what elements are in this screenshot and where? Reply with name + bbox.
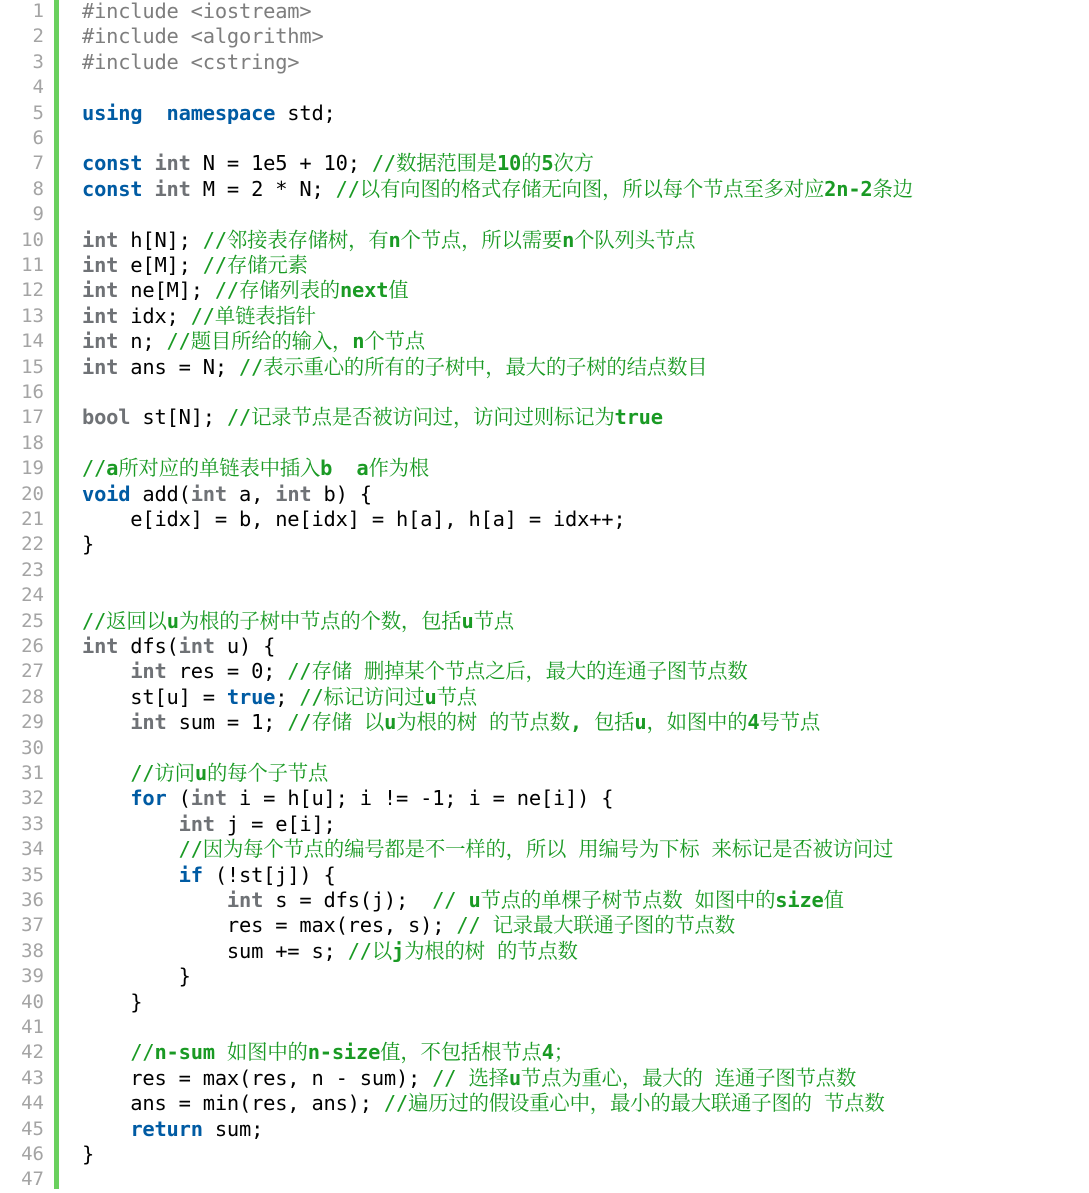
code-comment: //题目所给的输入， bbox=[166, 329, 353, 354]
code-comment: 2n-2 bbox=[824, 176, 873, 201]
line-number: 9 bbox=[32, 203, 44, 226]
code-text: s = dfs(j); bbox=[263, 888, 433, 912]
code-comment: //遍历过的假设重心中，最小的最大联通子图的 节点数 bbox=[383, 1091, 885, 1116]
line-number: 13 bbox=[21, 304, 44, 327]
line-number: 11 bbox=[21, 254, 44, 276]
code-comment: 次方 bbox=[553, 151, 594, 176]
code-text: std; bbox=[275, 100, 336, 125]
code-comment: 值，不包括根节点 bbox=[380, 1040, 542, 1065]
code-line[interactable] bbox=[82, 50, 299, 75]
code-comment: b bbox=[320, 456, 333, 481]
code-text: ans = min(res, ans); bbox=[82, 1091, 384, 1116]
code-comment: 号节点 bbox=[759, 710, 821, 735]
line-number: 12 bbox=[21, 279, 44, 302]
code-comment: u bbox=[634, 710, 647, 735]
code-comment: j bbox=[392, 938, 405, 963]
code-comment: u bbox=[508, 1065, 521, 1090]
code-line[interactable] bbox=[82, 1091, 885, 1116]
code-text: j = e[i]; bbox=[214, 811, 336, 836]
line-number: 29 bbox=[21, 711, 44, 734]
code-text bbox=[82, 1117, 130, 1141]
code-type: int bbox=[226, 888, 264, 912]
code-comment: n bbox=[562, 227, 575, 252]
code-comment: 为根的树 的节点数 bbox=[396, 710, 570, 735]
code-comment: n-sum bbox=[154, 1040, 215, 1065]
code-text: idx; bbox=[118, 303, 191, 328]
code-text: res = max(res, s); bbox=[82, 913, 457, 938]
line-number: 21 bbox=[21, 508, 44, 530]
code-keyword: namespace bbox=[166, 100, 276, 125]
code-text: a, bbox=[226, 481, 276, 506]
code-comment: 为根的子树中节点的个数，包括 bbox=[178, 608, 462, 633]
code-text: } bbox=[82, 1142, 95, 1166]
code-comment: 个队列头节点 bbox=[574, 227, 696, 252]
code-type: int bbox=[154, 176, 191, 201]
code-line[interactable] bbox=[82, 888, 844, 913]
code-line[interactable] bbox=[82, 355, 707, 380]
code-type: int bbox=[190, 481, 227, 506]
line-number: 22 bbox=[21, 533, 44, 556]
line-number: 7 bbox=[32, 152, 44, 175]
code-comment: // bbox=[432, 888, 469, 912]
code-type: int bbox=[82, 227, 119, 252]
code-comment: 如图中的 bbox=[214, 1040, 308, 1065]
code-text bbox=[82, 888, 227, 912]
code-text: M = 2 * N; bbox=[190, 176, 336, 201]
code-line[interactable] bbox=[82, 1040, 574, 1065]
code-keyword: using bbox=[82, 100, 143, 125]
code-line[interactable] bbox=[82, 228, 695, 253]
code-text: dfs( bbox=[118, 634, 179, 658]
code-comment: u bbox=[424, 684, 437, 709]
code-comment: ，如图中的 bbox=[646, 710, 748, 735]
code-line[interactable] bbox=[82, 913, 735, 938]
code-comment: a bbox=[356, 456, 369, 481]
code-comment: //存储列表的 bbox=[214, 278, 340, 303]
line-number: 40 bbox=[21, 990, 44, 1013]
code-text: ne[M]; bbox=[118, 278, 215, 303]
code-line[interactable] bbox=[82, 0, 311, 24]
line-number: 15 bbox=[21, 355, 44, 378]
code-comment: //以有向图的格式存储无向图，所以每个节点至多对应 bbox=[335, 176, 825, 201]
code-line[interactable] bbox=[82, 278, 408, 303]
code-text: e[M]; bbox=[118, 253, 203, 277]
code-type: int bbox=[154, 151, 191, 176]
code-text: st[N]; bbox=[130, 405, 227, 430]
code-line[interactable] bbox=[82, 24, 324, 49]
line-number: 34 bbox=[21, 838, 44, 861]
code-line[interactable] bbox=[82, 177, 913, 202]
code-comment: //返回以 bbox=[82, 608, 167, 633]
code-comment: 节点 bbox=[436, 684, 477, 709]
code-line[interactable] bbox=[82, 482, 372, 507]
code-text: (!st[j]) { bbox=[202, 862, 336, 887]
code-comment: // bbox=[130, 1040, 155, 1065]
code-comment: 10 bbox=[496, 151, 522, 176]
code-type: int bbox=[275, 481, 312, 506]
gutter-change-bar bbox=[54, 0, 59, 1189]
code-text: ans = N; bbox=[118, 354, 239, 379]
line-number: 35 bbox=[21, 863, 44, 886]
code-line[interactable] bbox=[82, 253, 308, 278]
line-number: 38 bbox=[21, 939, 44, 962]
line-number: 47 bbox=[21, 1168, 44, 1191]
code-comment: //单链表指针 bbox=[190, 303, 316, 328]
code-type: int bbox=[130, 659, 167, 684]
code-comment: 个节点 bbox=[364, 329, 425, 354]
line-number: 33 bbox=[21, 812, 44, 835]
code-line[interactable] bbox=[82, 761, 328, 786]
code-line[interactable] bbox=[82, 151, 594, 176]
line-number: 36 bbox=[21, 889, 44, 911]
code-comment: u bbox=[461, 608, 474, 633]
code-comment: 的 bbox=[521, 151, 542, 176]
code-text bbox=[82, 761, 130, 785]
code-line[interactable] bbox=[82, 837, 893, 862]
code-type: int bbox=[130, 710, 167, 735]
code-text: res = max(res, n - sum); bbox=[82, 1065, 433, 1090]
code-type: int bbox=[82, 354, 119, 379]
code-text bbox=[82, 659, 130, 683]
line-number: 30 bbox=[21, 736, 44, 759]
line-number: 5 bbox=[32, 101, 44, 124]
code-comment: a bbox=[106, 456, 119, 481]
code-text: } bbox=[82, 964, 191, 989]
code-comment: 条边 bbox=[872, 176, 913, 201]
code-comment: , bbox=[569, 710, 594, 735]
code-text bbox=[142, 177, 154, 201]
code-comment: 节点的单棵子树节点数 如图中的 bbox=[480, 888, 776, 912]
code-line[interactable] bbox=[82, 863, 336, 888]
code-comment: //以 bbox=[347, 938, 393, 963]
line-number: 45 bbox=[21, 1117, 44, 1140]
code-line[interactable] bbox=[82, 1117, 263, 1142]
code-text: sum; bbox=[202, 1116, 264, 1141]
code-keyword: return bbox=[130, 1116, 203, 1141]
code-line[interactable] bbox=[82, 964, 191, 989]
line-number: 3 bbox=[32, 50, 44, 73]
code-line[interactable] bbox=[82, 456, 429, 481]
code-comment: //邻接表存储树，有 bbox=[202, 227, 389, 252]
code-comment: u bbox=[384, 710, 397, 735]
code-line[interactable] bbox=[82, 659, 748, 684]
line-number: 2 bbox=[32, 25, 44, 48]
code-comment: 4 bbox=[541, 1040, 554, 1065]
code-comment: 节点 bbox=[473, 608, 514, 633]
line-number: 24 bbox=[21, 584, 44, 607]
code-keyword: void bbox=[82, 481, 131, 506]
line-number: 26 bbox=[21, 635, 44, 657]
code-line[interactable] bbox=[82, 710, 820, 735]
code-comment: 值 bbox=[823, 888, 844, 912]
line-number: 4 bbox=[32, 76, 44, 99]
code-comment bbox=[332, 456, 356, 480]
code-comment: n bbox=[352, 329, 365, 354]
code-line[interactable] bbox=[82, 405, 663, 430]
code-comment: //存储元素 bbox=[202, 253, 308, 277]
code-type: int bbox=[82, 303, 119, 328]
line-number: 27 bbox=[21, 660, 44, 683]
line-number: 43 bbox=[21, 1066, 44, 1089]
code-keyword: const bbox=[82, 151, 143, 176]
code-comment: 4 bbox=[747, 710, 760, 735]
code-line[interactable] bbox=[82, 1066, 856, 1091]
code-type: int bbox=[178, 634, 215, 658]
code-text bbox=[82, 863, 179, 887]
line-number: 37 bbox=[21, 914, 44, 937]
code-text bbox=[142, 151, 154, 175]
code-comment: // 选择 bbox=[432, 1065, 509, 1090]
code-text: } bbox=[82, 989, 143, 1014]
code-comment: 作为根 bbox=[368, 456, 430, 481]
code-type: int bbox=[82, 329, 119, 354]
code-text: h[N]; bbox=[118, 227, 203, 252]
line-number: 20 bbox=[21, 482, 44, 505]
code-type: int bbox=[82, 634, 119, 658]
code-text: } bbox=[82, 532, 95, 557]
code-text: ; bbox=[275, 684, 300, 709]
line-number: 17 bbox=[21, 406, 44, 429]
code-preprocessor: #include <cstring> bbox=[82, 49, 300, 74]
code-comment: 的每个子节点 bbox=[206, 761, 329, 785]
code-preprocessor: #include <algorithm> bbox=[82, 24, 324, 49]
code-text: add( bbox=[130, 481, 191, 506]
code-comment: //标记访问过 bbox=[299, 684, 425, 709]
code-text bbox=[82, 1040, 130, 1064]
line-number: 44 bbox=[21, 1092, 44, 1115]
code-text: sum = 1; bbox=[166, 710, 288, 735]
code-line[interactable] bbox=[82, 786, 613, 811]
code-comment: //数据范围是 bbox=[371, 151, 497, 176]
code-text: i = h[u]; i != -1; i = ne[i]) { bbox=[226, 786, 614, 811]
line-number: 8 bbox=[32, 177, 44, 200]
code-line[interactable] bbox=[82, 609, 514, 634]
code-text: e[idx] = b, ne[idx] = h[a], h[a] = idx++; bbox=[82, 507, 626, 531]
code-preprocessor: #include <iostream> bbox=[82, 0, 312, 23]
line-number: 10 bbox=[21, 228, 44, 251]
code-comment: n bbox=[388, 227, 401, 252]
code-type: int bbox=[82, 253, 119, 277]
code-comment: size bbox=[775, 888, 824, 912]
line-number: 31 bbox=[21, 762, 44, 784]
line-number: 41 bbox=[21, 1016, 44, 1038]
line-number: 46 bbox=[21, 1143, 44, 1165]
code-comment: u bbox=[166, 608, 179, 633]
code-text: ( bbox=[166, 786, 191, 811]
code-comment: //存储 以 bbox=[287, 710, 385, 735]
code-type: int bbox=[178, 811, 215, 836]
code-comment: n-size bbox=[307, 1040, 381, 1065]
code-text: n; bbox=[118, 329, 167, 354]
code-keyword: true bbox=[226, 684, 276, 709]
line-number: 19 bbox=[21, 457, 44, 480]
code-line[interactable] bbox=[82, 939, 578, 964]
code-comment: //记录节点是否被访问过，访问过则标记为 bbox=[226, 405, 615, 430]
code-comment: //表示重心的所有的子树中，最大的子树的结点数目 bbox=[239, 354, 708, 379]
line-number: 16 bbox=[21, 381, 44, 403]
code-text: u) { bbox=[214, 634, 276, 658]
line-number: 6 bbox=[32, 127, 44, 149]
code-text bbox=[82, 837, 179, 861]
code-line[interactable] bbox=[82, 329, 425, 354]
code-text: st[u] = bbox=[82, 684, 227, 709]
line-number-gutter bbox=[0, 0, 48, 1189]
code-line[interactable] bbox=[82, 101, 336, 126]
code-keyword: for bbox=[130, 786, 167, 811]
line-number: 1 bbox=[32, 0, 44, 22]
code-text: b) { bbox=[311, 481, 372, 506]
code-text bbox=[142, 101, 166, 125]
code-comment: //存储 删掉某个节点之后，最大的连通子图节点数 bbox=[287, 659, 748, 684]
code-comment: 所对应的单链表中插入 bbox=[118, 456, 321, 481]
code-type: int bbox=[82, 278, 119, 303]
code-comment: 值 bbox=[388, 278, 409, 303]
line-number: 18 bbox=[21, 431, 44, 454]
code-type: bool bbox=[82, 405, 131, 430]
code-comment: 为根的树 的节点数 bbox=[404, 938, 578, 963]
code-line[interactable] bbox=[82, 1142, 94, 1167]
code-comment: 包括 bbox=[593, 710, 635, 735]
code-comment: //访问 bbox=[130, 761, 195, 785]
line-number: 14 bbox=[21, 330, 44, 353]
code-text bbox=[82, 710, 130, 734]
code-comment: // bbox=[82, 456, 107, 481]
code-comment: next bbox=[339, 278, 389, 303]
code-comment: 个节点，所以需要 bbox=[400, 227, 563, 252]
code-comment: 节点为重心，最大的 连通子图节点数 bbox=[520, 1065, 857, 1090]
code-line[interactable] bbox=[82, 304, 316, 329]
code-comment: true bbox=[614, 405, 663, 430]
code-comment: ； bbox=[553, 1040, 574, 1065]
line-number: 39 bbox=[21, 965, 44, 988]
line-number: 25 bbox=[21, 609, 44, 632]
code-line[interactable] bbox=[82, 990, 142, 1015]
code-keyword: const bbox=[82, 176, 143, 201]
code-text bbox=[82, 812, 179, 836]
line-number: 32 bbox=[21, 787, 44, 810]
code-line[interactable] bbox=[82, 812, 336, 837]
code-comment: //因为每个节点的编号都是不一样的，所以 用编号为下标 来标记是否被访问过 bbox=[178, 837, 894, 862]
code-comment: u bbox=[468, 888, 481, 912]
code-text: sum += s; bbox=[82, 938, 348, 963]
code-comment: u bbox=[194, 761, 207, 785]
code-comment: 5 bbox=[541, 151, 554, 176]
code-comment: // 记录最大联通子图的节点数 bbox=[456, 913, 735, 938]
line-number: 42 bbox=[21, 1041, 44, 1064]
line-number: 28 bbox=[21, 685, 44, 708]
code-line[interactable] bbox=[82, 532, 94, 557]
code-line[interactable] bbox=[82, 507, 625, 532]
code-line[interactable] bbox=[82, 634, 275, 659]
code-text bbox=[82, 786, 130, 810]
code-type: int bbox=[190, 786, 227, 811]
code-text: res = 0; bbox=[166, 659, 288, 684]
code-keyword: if bbox=[178, 862, 203, 887]
line-number: 23 bbox=[21, 558, 44, 581]
code-line[interactable] bbox=[82, 685, 477, 710]
code-text: N = 1e5 + 10; bbox=[190, 151, 372, 176]
